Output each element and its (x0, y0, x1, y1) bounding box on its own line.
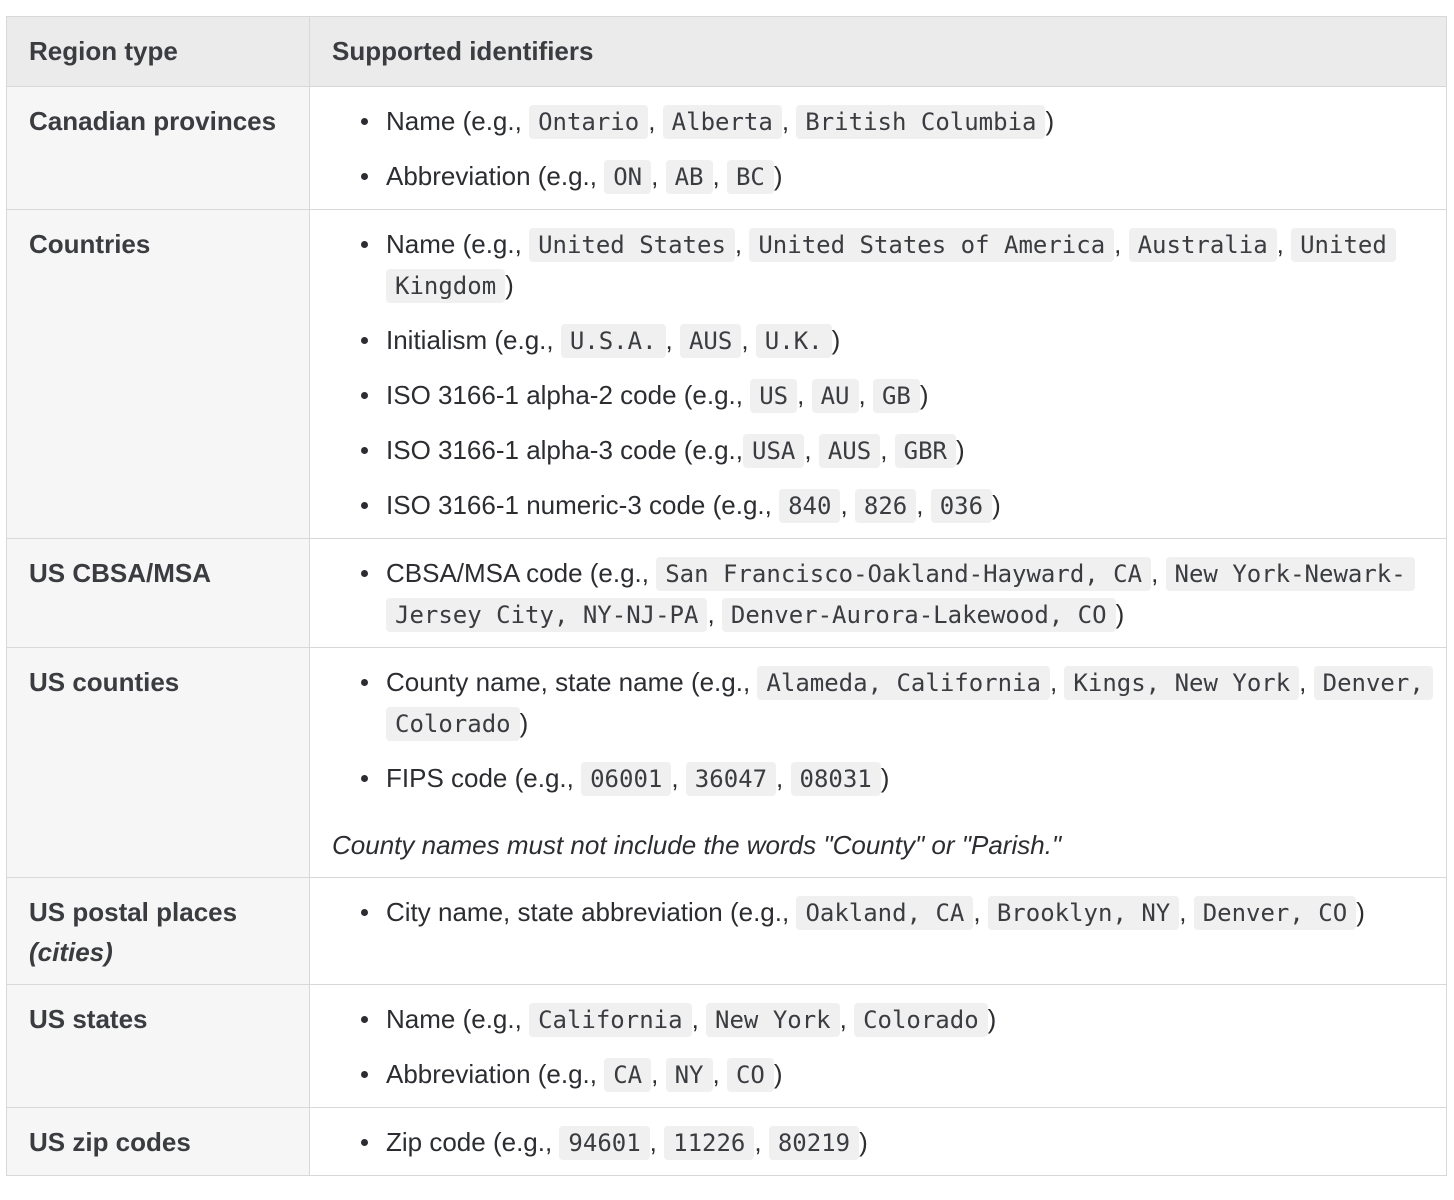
example-code: Denver, CO (1194, 896, 1357, 930)
region-type-cell (7, 1108, 310, 1176)
example-code: Oakland, CA (796, 896, 973, 930)
identifier-list (332, 892, 1424, 933)
identifier-list-item: ISO 3166-1 numeric-3 code (e.g., 840 , 826 , 036 ) (386, 485, 1424, 526)
example-code: CA (604, 1058, 651, 1092)
identifier-description: ISO 3166-1 alpha-3 code (e.g., (386, 435, 744, 465)
example-code: AUS (819, 434, 880, 468)
table-header-row (7, 17, 1447, 87)
identifier-list-item: Initialism (e.g., U.S.A. , AUS , U.K. ) (386, 320, 1424, 361)
identifier-description: ISO 3166-1 alpha-2 code (e.g., (386, 380, 751, 410)
region-type-label: Countries (29, 229, 151, 259)
identifier-description: Abbreviation (e.g., (386, 161, 605, 191)
supported-identifiers-cell (310, 985, 1447, 1108)
region-type-label: US postal places (29, 897, 238, 927)
identifier-list-item: ISO 3166-1 alpha-3 code (e.g., USA , AUS , GBR ) (386, 430, 1424, 471)
identifier-list-item: CBSA/MSA code (e.g., San Francisco-Oakland-Hayward, CA , New York-Newark-Jersey City, NY-NJ-PA , Denver-Aurora-Lakewood, CO ) (386, 553, 1424, 635)
example-code: Denver-Aurora-Lakewood, CO (722, 598, 1116, 632)
supported-identifiers-cell (310, 87, 1447, 210)
example-code: 036 (931, 489, 992, 523)
identifier-list-item: Zip code (e.g., 94601 , 11226 , 80219 ) (386, 1122, 1424, 1163)
closing-paren: ) (831, 325, 841, 355)
region-type-label: US CBSA/MSA (29, 558, 212, 588)
example-code: New York (706, 1003, 840, 1037)
region-type-cell (7, 648, 310, 878)
header-region-type: Region type (7, 17, 310, 87)
identifier-list-item: Abbreviation (e.g., ON , AB , BC ) (386, 156, 1424, 197)
identifier-list-item: City name, state abbreviation (e.g., Oakland, CA , Brooklyn, NY , Denver, CO ) (386, 892, 1424, 933)
table-row (7, 985, 1447, 1108)
region-identifiers-table-wrapper (6, 16, 1446, 1176)
identifier-list-item: Name (e.g., California , New York , Colorado ) (386, 999, 1424, 1040)
example-code: Kings, New York (1064, 666, 1299, 700)
closing-paren: ) (919, 380, 929, 410)
example-code: AUS (680, 324, 741, 358)
identifier-description: Initialism (e.g., (386, 325, 561, 355)
identifier-description: Abbreviation (e.g., (386, 1059, 605, 1089)
closing-paren: ) (773, 161, 783, 191)
identifier-list-item: Name (e.g., United States , United States of America , Australia , United Kingdom ) (386, 224, 1424, 306)
example-code: US (750, 379, 797, 413)
county-name-note: County names must not include the words "County" or "Parish." (332, 830, 1062, 860)
closing-paren: ) (1356, 897, 1365, 927)
example-code: AU (812, 379, 859, 413)
table-row (7, 87, 1447, 210)
example-code: Australia (1129, 228, 1277, 262)
region-type-label: US zip codes (29, 1127, 191, 1157)
example-code: 80219 (769, 1126, 859, 1160)
supported-identifiers-cell (310, 878, 1447, 985)
identifier-description: CBSA/MSA code (e.g., (386, 558, 657, 588)
region-type-cell (7, 87, 310, 210)
identifier-list (332, 553, 1424, 635)
table-row (7, 1108, 1447, 1176)
example-code: 06001 (581, 762, 671, 796)
region-type-cell (7, 539, 310, 648)
example-code: 11226 (664, 1126, 754, 1160)
example-code: British Columbia (796, 105, 1045, 139)
region-type-label: Canadian provinces (29, 106, 277, 136)
identifier-list-item: Abbreviation (e.g., CA , NY , CO ) (386, 1054, 1424, 1095)
example-code: USA (743, 434, 804, 468)
identifier-list (332, 999, 1424, 1095)
identifier-list-item: County name, state name (e.g., Alameda, California , Kings, New York , Denver, Colorado ) (386, 662, 1424, 744)
example-code: 08031 (791, 762, 881, 796)
closing-paren: ) (505, 270, 514, 300)
closing-paren: ) (519, 708, 529, 738)
example-code: California (529, 1003, 692, 1037)
example-code: United Kingdom (386, 228, 1396, 303)
closing-paren: ) (1045, 106, 1055, 136)
example-code: Alameda, California (757, 666, 1050, 700)
example-code: 840 (779, 489, 840, 523)
identifier-description: ISO 3166-1 numeric-3 code (e.g., (386, 490, 780, 520)
identifier-list-item: ISO 3166-1 alpha-2 code (e.g., US , AU , GB ) (386, 375, 1424, 416)
example-code: United States of America (749, 228, 1114, 262)
example-code: 826 (855, 489, 916, 523)
region-type-cell (7, 878, 310, 985)
example-code: Brooklyn, NY (988, 896, 1179, 930)
example-code: 94601 (559, 1126, 649, 1160)
example-code: GBR (895, 434, 956, 468)
identifier-description: County name, state name (e.g., (386, 667, 758, 697)
header-supported-identifiers: Supported identifiers (310, 17, 1447, 87)
example-code: New York-Newark-Jersey City, NY-NJ-PA (386, 557, 1415, 632)
example-code: Denver, Colorado (386, 666, 1433, 741)
closing-paren: ) (987, 1004, 997, 1034)
supported-identifiers-cell (310, 1108, 1447, 1176)
example-code: U.K. (756, 324, 832, 358)
identifier-description: Name (e.g., (386, 1004, 530, 1034)
example-code: Colorado (854, 1003, 988, 1037)
region-type-cell (7, 985, 310, 1108)
table-row (7, 648, 1447, 878)
closing-paren: ) (956, 435, 965, 465)
supported-identifiers-cell (310, 210, 1447, 539)
example-code: NY (666, 1058, 713, 1092)
identifier-description: FIPS code (e.g., (386, 763, 582, 793)
example-code: 36047 (686, 762, 776, 796)
identifier-list (332, 224, 1424, 526)
example-code: GB (873, 379, 920, 413)
identifier-list-item: Name (e.g., Ontario , Alberta , British Columbia ) (386, 101, 1424, 142)
identifier-list (332, 662, 1424, 799)
example-code: CO (727, 1058, 774, 1092)
closing-paren: ) (773, 1059, 783, 1089)
identifier-description: Name (e.g., (386, 229, 530, 259)
identifier-list-item: FIPS code (e.g., 06001 , 36047 , 08031 ) (386, 758, 1424, 799)
table-row (7, 539, 1447, 648)
example-code: San Francisco-Oakland-Hayward, CA (656, 557, 1151, 591)
region-type-cell (7, 210, 310, 539)
closing-paren: ) (992, 490, 1001, 520)
example-code: AB (666, 160, 713, 194)
example-code: ON (604, 160, 651, 194)
closing-paren: ) (1115, 599, 1125, 629)
identifier-description: Name (e.g., (386, 106, 530, 136)
closing-paren: ) (880, 763, 890, 793)
region-identifiers-table (6, 16, 1447, 1176)
table-row (7, 878, 1447, 985)
example-code: Ontario (529, 105, 648, 139)
supported-identifiers-cell (310, 539, 1447, 648)
identifier-list (332, 1122, 1424, 1163)
table-row (7, 210, 1447, 539)
region-type-label: US counties (29, 667, 180, 697)
example-code: Alberta (663, 105, 782, 139)
example-code: BC (727, 160, 774, 194)
region-type-qualifier: (cities) (29, 937, 113, 967)
closing-paren: ) (859, 1127, 868, 1157)
region-type-label: US states (29, 1004, 148, 1034)
example-code: United States (529, 228, 735, 262)
supported-identifiers-cell (310, 648, 1447, 878)
example-code: U.S.A. (561, 324, 666, 358)
identifier-description: Zip code (e.g., (386, 1127, 560, 1157)
identifier-description: City name, state abbreviation (e.g., (386, 897, 797, 927)
identifier-list (332, 101, 1424, 197)
